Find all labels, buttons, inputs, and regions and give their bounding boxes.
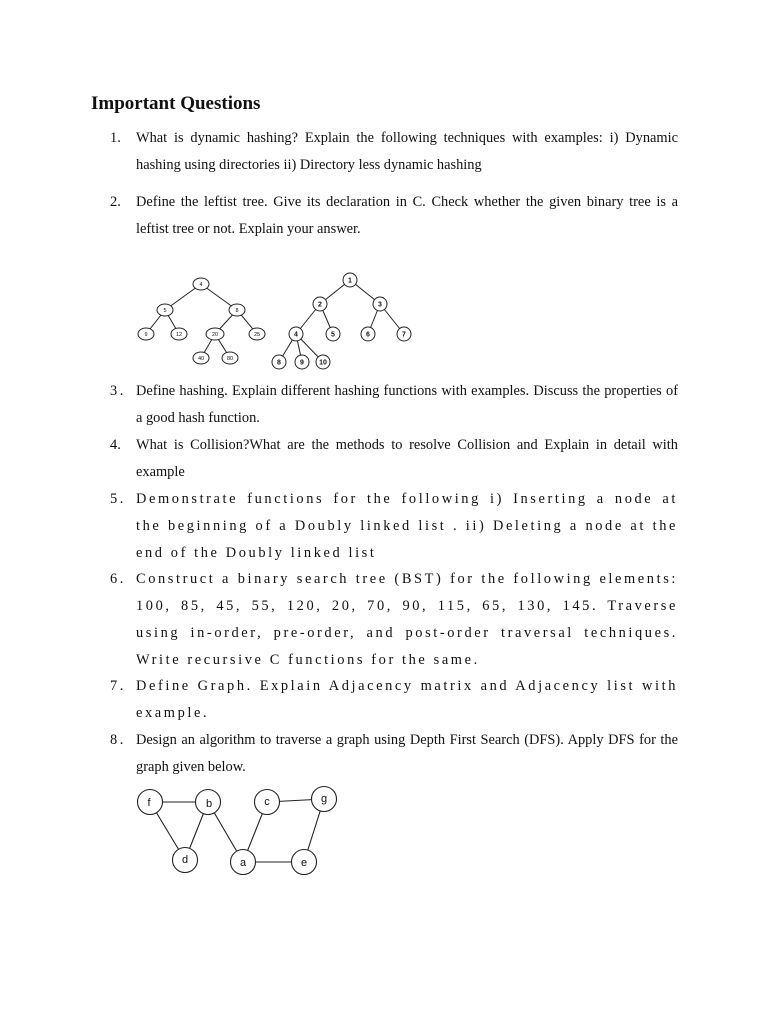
question-number: 5. [110,491,126,507]
tree1-node: 4 [199,282,203,288]
tree2-node: 8 [277,359,281,367]
question-text: What is Collision?What are the methods to resolve Collision and Explain in detail with example [136,437,678,480]
tree2-node: 3 [378,301,382,309]
graph-node: a [239,857,247,869]
tree2-node: 7 [402,331,406,339]
question-number: 7. [110,678,126,694]
question-number: 6. [110,571,126,587]
question-2 [110,189,678,243]
question-text: What is dynamic hashing? Explain the following techniques with examples: i) Dynamic hashing using directories ii) Directory less dynamic hashing [136,130,678,173]
graph-node: f [147,797,151,809]
question-number: 1. [110,130,121,146]
question-number: 8. [110,732,126,748]
tree2-node: 9 [300,359,304,367]
question-5 [110,486,678,567]
question-text: Demonstrate functions for the following i) Inserting a node at the beginning of a Doubly linked list . ii) Deleting a node at the end of the Doubly linked list [136,491,678,561]
tree2-node: 10 [319,359,327,367]
question-text: Construct a binary search tree (BST) for the following elements: 100, 85, 45, 55, 120, 20, 70, 90, 115, 65, 130, 145. Traverse using in-order, pre-order, and post-order traversal techniques. Write recursive C functions for the same. [136,571,678,668]
question-4 [110,432,678,486]
graph-node: c [264,796,270,808]
tree1-node: 25 [253,332,261,338]
graph-node: b [205,798,213,810]
tree1-node: 8 [235,308,239,314]
question-text: Define the leftist tree. Give its declaration in C. Check whether the given binary tree is a leftist tree or not. Explain your answer. [136,194,678,237]
graph-node: g [320,793,328,805]
dfs-graph-figure [132,782,344,882]
tree2-node: 4 [294,331,298,339]
page-title: Important Questions [91,93,261,114]
question-7 [110,673,678,727]
tree2-node: 6 [366,331,370,339]
question-text: Design an algorithm to traverse a graph using Depth First Search (DFS). Apply DFS for the graph given below. [136,732,678,775]
tree1-node: 12 [175,332,183,338]
tree2-node: 5 [331,331,335,339]
question-8 [110,727,678,781]
binary-trees-figure [130,268,430,374]
tree1-node: 5 [163,308,167,314]
question-6 [110,566,678,674]
question-number: 4. [110,437,121,453]
graph-node: d [181,854,189,866]
question-3 [110,378,678,432]
tree1-node: 40 [197,356,205,362]
tree1-node: 20 [211,332,219,338]
question-text: Define Graph. Explain Adjacency matrix and Adjacency list with example. [136,678,678,721]
tree1-node: 9 [144,332,148,338]
tree2-node: 1 [348,277,352,285]
question-number: 2. [110,194,121,210]
graph-node: e [300,857,308,869]
question-number: 3. [110,383,126,399]
tree1-node: 80 [226,356,234,362]
tree2-node: 2 [318,301,322,309]
question-1 [110,125,678,179]
question-text: Define hashing. Explain different hashing functions with examples. Discuss the properties of a good hash function. [136,383,678,426]
